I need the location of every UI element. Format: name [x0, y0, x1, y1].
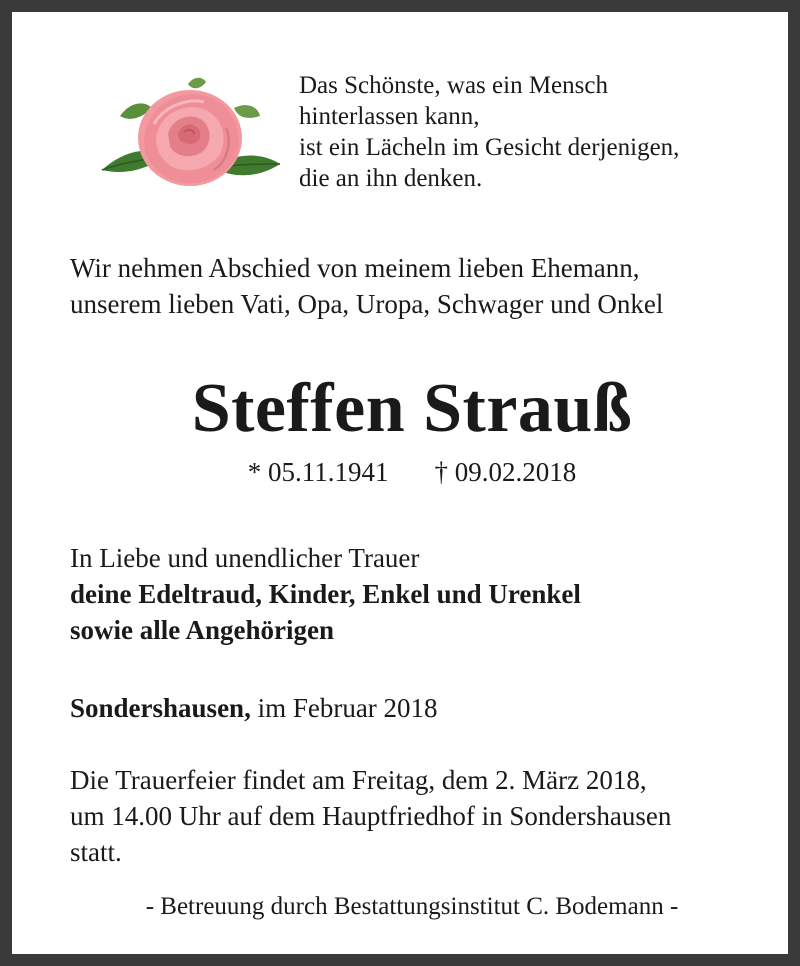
mourners-line: In Liebe und unendlicher Trauer — [70, 543, 420, 573]
poem-line: hinterlassen kann, — [299, 103, 480, 130]
intro-text — [70, 250, 663, 322]
poem — [299, 70, 679, 194]
birth-date: * 05.11.1941 — [247, 457, 389, 487]
ceremony-info — [70, 762, 671, 870]
rose-icon — [94, 72, 284, 202]
place-city: Sondershausen, — [70, 693, 251, 723]
ceremony-line: statt. — [70, 837, 122, 867]
mourners-relatives: sowie alle Angehörigen — [70, 615, 334, 645]
intro-line: unserem lieben Vati, Opa, Uropa, Schwager und Onkel — [70, 289, 664, 319]
poem-line: ist ein Lächeln im Gesicht derjenigen, — [299, 134, 680, 161]
footer-credit: - Betreuung durch Bestattungsinstitut C. Bodemann - — [145, 893, 679, 920]
place-date — [70, 690, 438, 726]
life-dates — [12, 454, 800, 490]
intro-line: Wir nehmen Abschied von meinem lieben Ehemann, — [70, 253, 640, 283]
deceased-name: Steffen Strauß — [191, 370, 633, 447]
mourners-names: deine Edeltraud, Kinder, Enkel und Urenkel — [70, 579, 581, 609]
place-month: im Februar 2018 — [257, 693, 438, 723]
ceremony-line: Die Trauerfeier findet am Freitag, dem 2. März 2018, — [70, 765, 647, 795]
mourners — [70, 540, 581, 648]
ceremony-line: um 14.00 Uhr auf dem Hauptfriedhof in Sondershausen — [70, 801, 672, 831]
poem-line: die an ihn denken. — [299, 165, 483, 192]
death-date: † 09.02.2018 — [434, 457, 577, 487]
poem-line: Das Schönste, was ein Mensch — [299, 72, 608, 99]
